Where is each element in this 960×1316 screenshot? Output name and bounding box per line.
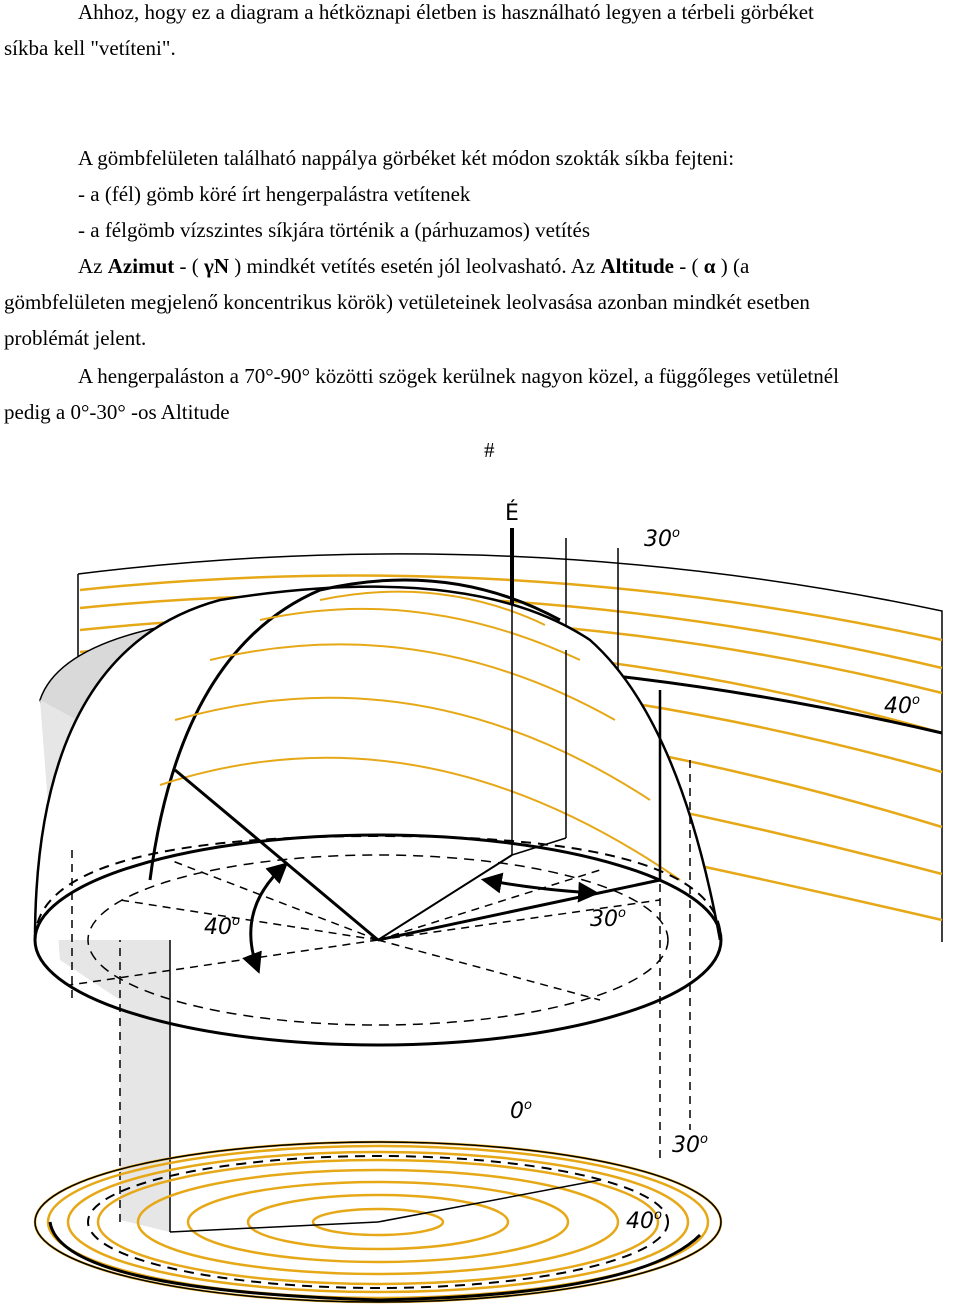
label-plane-40: 40$^o$ <box>626 1208 662 1234</box>
label-angle-30: 30$^o$ <box>590 906 626 932</box>
para2-line5: gömbfelületen megjelenő koncentrikus körök) vetületeinek leolvasása azonban mindkét esetben <box>4 290 810 314</box>
symbol-alpha: α <box>703 254 716 278</box>
label-angle-40: 40$^o$ <box>204 914 240 940</box>
label-north: É <box>505 501 519 526</box>
para3-line1: A hengerpaláston a 70°-90° közötti szögek kerülnek nagyon közel, a függőleges vetületnél <box>78 364 839 388</box>
label-cylinder-40: 40$^o$ <box>884 693 920 719</box>
para2-line3: - a félgömb vízszintes síkjára történik a (párhuzamos) vetítés <box>78 218 590 242</box>
para1-line2: síkba kell "vetíteni". <box>4 36 176 60</box>
text-sep1: - ( <box>174 254 204 278</box>
hash-mark: # <box>484 438 495 462</box>
text-post: ) (a <box>715 254 750 278</box>
para3-line2: pedig a 0°-30° -os Altitude <box>4 400 230 424</box>
label-cylinder-30: 30$^o$ <box>644 526 680 552</box>
para2-line1: A gömbfelületen található nappálya görbéket két módon szokták síkba fejteni: <box>78 146 735 170</box>
label-plane-30: 30$^o$ <box>672 1132 708 1158</box>
para1-line1: Ahhoz, hogy ez a diagram a hétköznapi életben is használható legyen a térbeli görbéket <box>78 0 814 24</box>
para2-line2: - a (fél) gömb köré írt hengerpalástra vetítenek <box>78 182 471 206</box>
text-mid: ) mindkét vetítés esetén jól leolvasható. Az <box>229 254 601 278</box>
para2-line4 <box>78 248 749 284</box>
term-altitude: Altitude <box>600 254 674 278</box>
text-az: Az <box>78 254 108 278</box>
sun-path-projection-diagram <box>0 470 960 1316</box>
plane-projection <box>35 1142 721 1302</box>
term-azimut: Azimut <box>107 254 175 278</box>
label-plane-0: 0$^o$ <box>510 1098 532 1124</box>
symbol-gamma-n: γN <box>204 254 229 278</box>
text-sep2: - ( <box>674 254 704 278</box>
para2-line6: problémát jelent. <box>4 326 147 350</box>
